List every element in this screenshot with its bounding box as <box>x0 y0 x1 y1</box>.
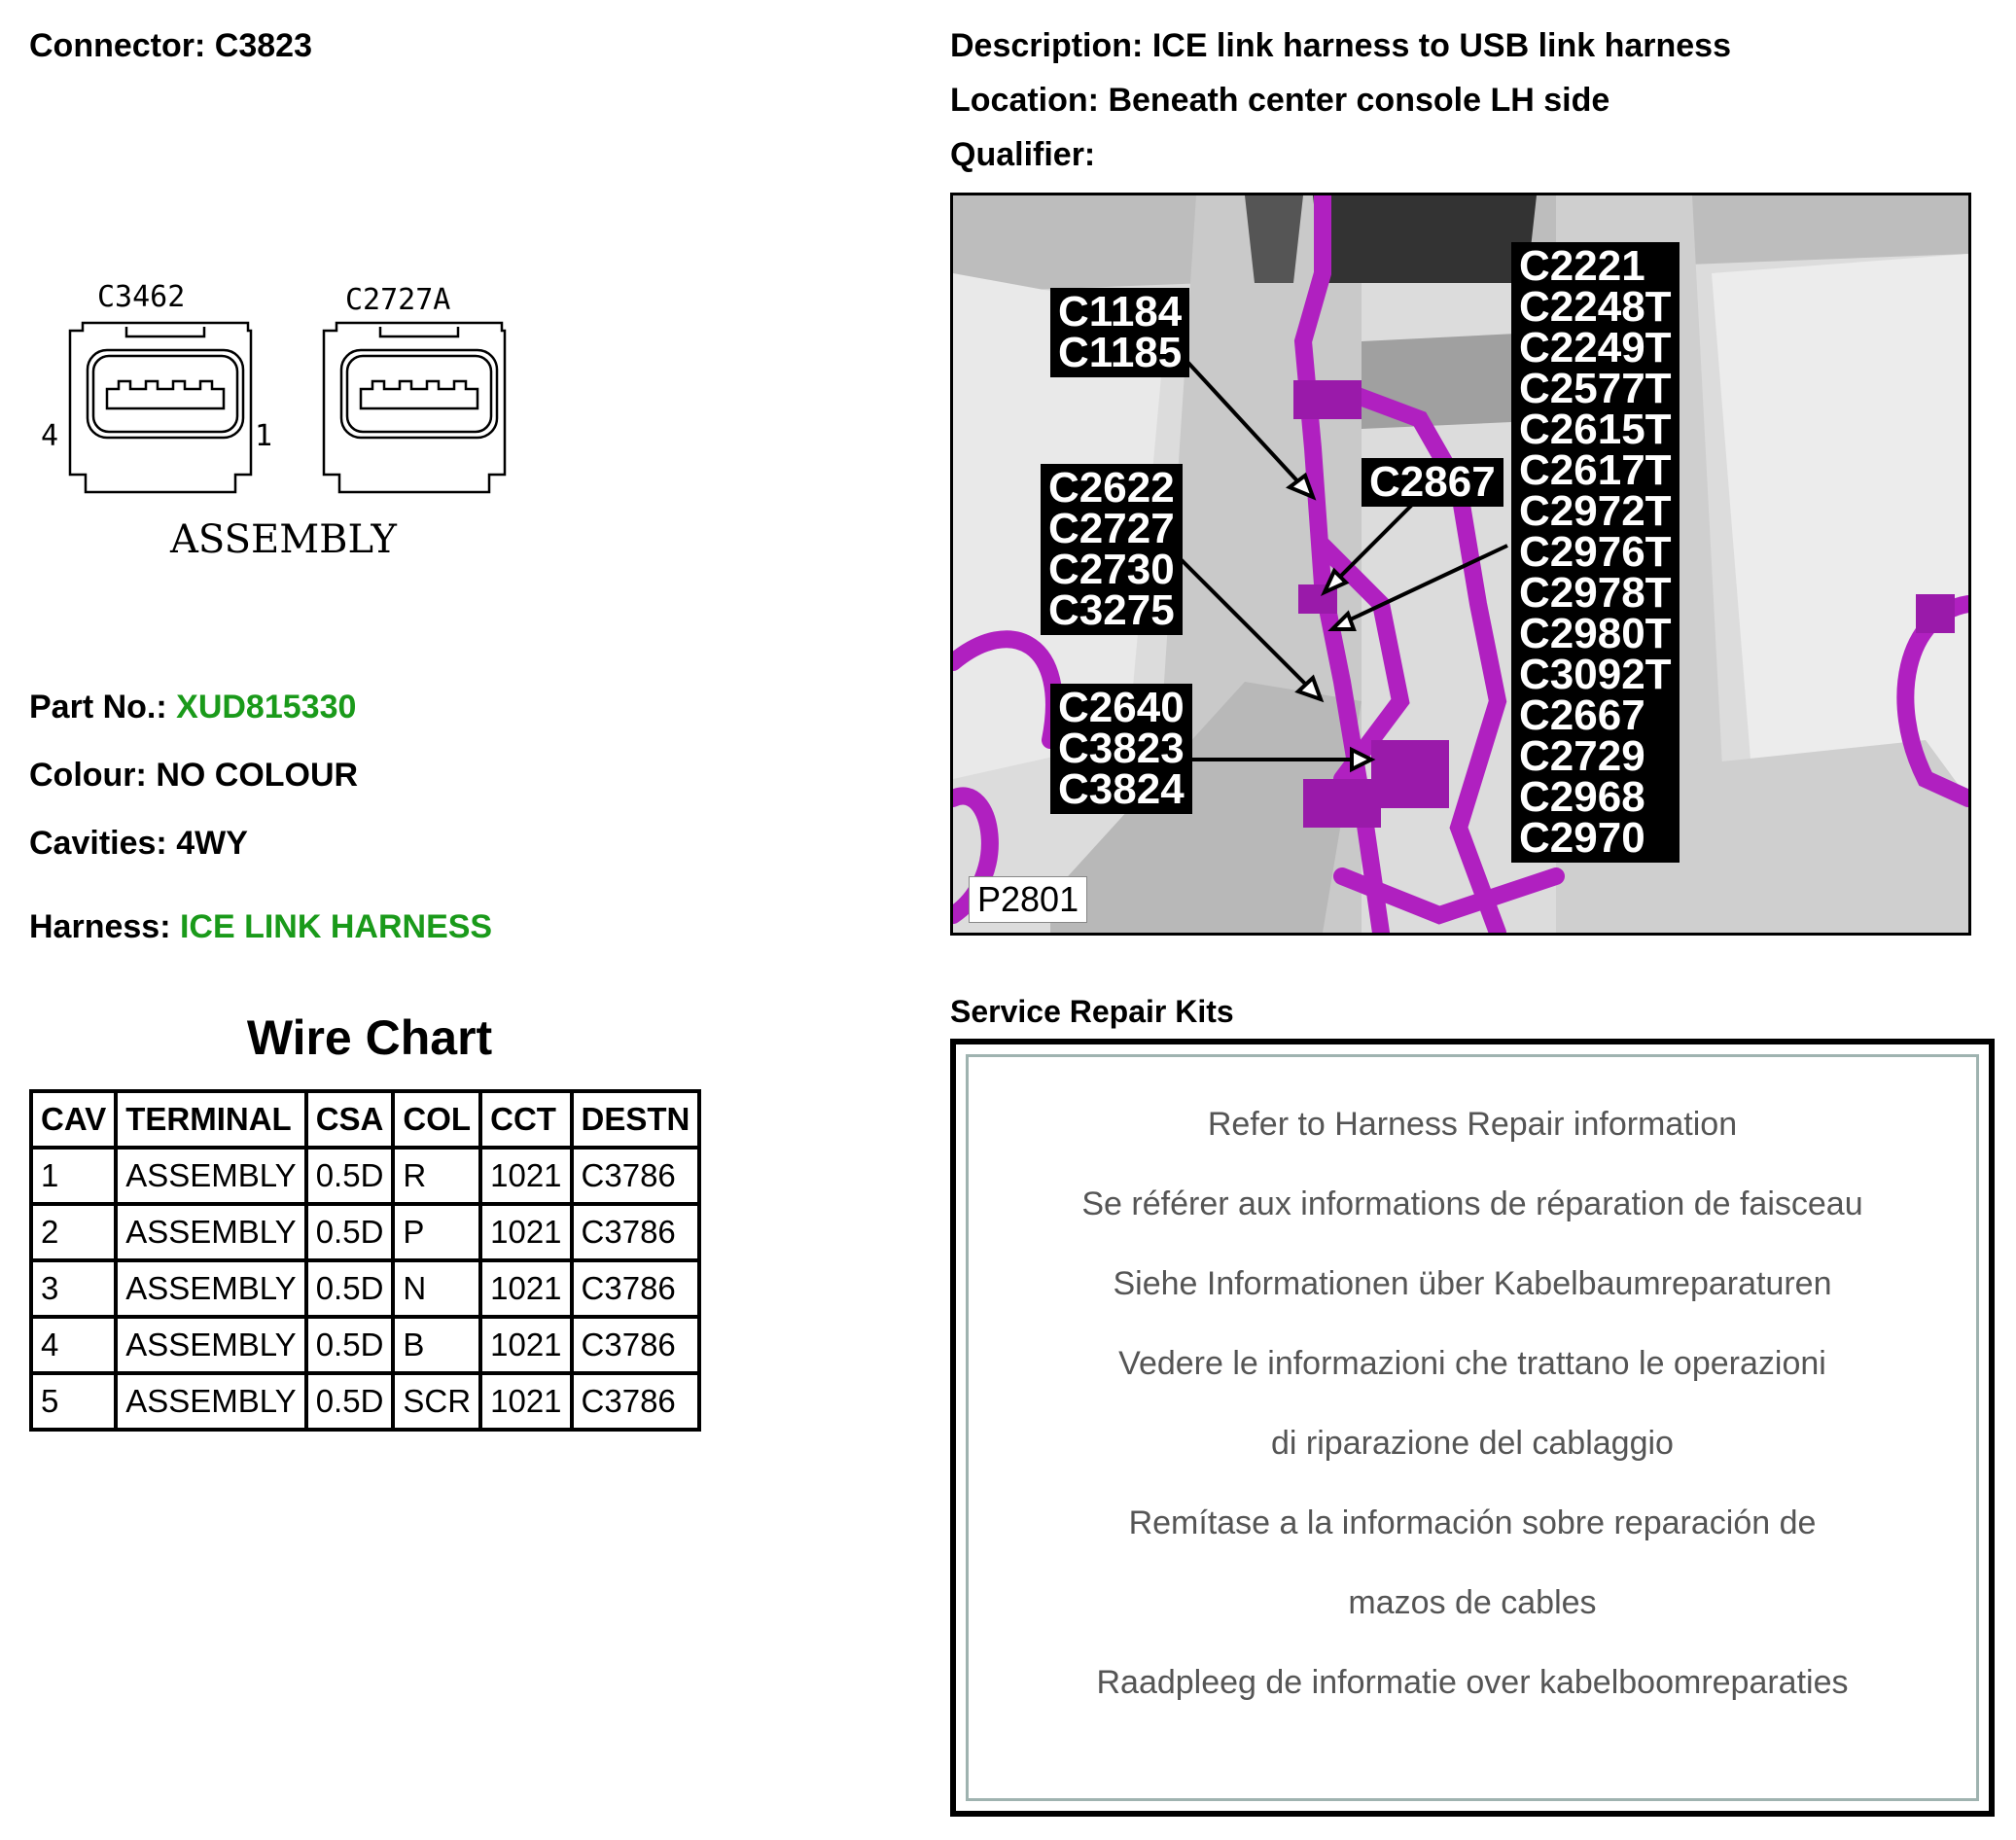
colour-field <box>29 757 358 795</box>
cell-cct: 1021 <box>480 1373 571 1430</box>
cell-cct: 1021 <box>480 1148 571 1204</box>
cell-destn: C3786 <box>572 1317 700 1373</box>
cell-terminal: ASSEMBLY <box>116 1148 305 1204</box>
description-field <box>950 27 1731 65</box>
kit-line: di riparazione del cablaggio <box>1271 1425 1674 1462</box>
kit-line: Refer to Harness Repair information <box>1207 1106 1738 1143</box>
callout-right-list: C2221 C2248T C2249T C2577T C2615T C2617T C2972T C2976T C2978T C2980T C3092T C2667 C2729 C2968 C2970 <box>1511 242 1680 863</box>
service-kits-title: Service Repair Kits <box>950 994 1234 1029</box>
cell-destn: C3786 <box>572 1204 700 1260</box>
harness-field <box>29 908 492 946</box>
callout-c2622: C2622 C2727 C2730 C3275 <box>1041 464 1183 635</box>
pin-4-label: 4 <box>41 419 59 453</box>
part-no-field <box>29 689 356 726</box>
connector-left-shape <box>70 323 251 492</box>
connector-label: Connector: <box>29 27 206 64</box>
location-value: Beneath center console LH side <box>1108 82 1610 119</box>
kit-line: Vedere le informazioni che trattano le operazioni <box>1118 1345 1826 1382</box>
harness-link[interactable]: ICE LINK HARNESS <box>179 908 493 945</box>
col-header-col: COL <box>393 1091 480 1148</box>
part-no-label: Part No.: <box>29 689 167 725</box>
connector-face-diagram <box>29 282 535 574</box>
cell-terminal: ASSEMBLY <box>116 1317 305 1373</box>
cell-cct: 1021 <box>480 1260 571 1317</box>
cell-cav: 4 <box>31 1317 116 1373</box>
colour-label: Colour: <box>29 757 147 794</box>
cavities-field <box>29 825 248 863</box>
kit-line: Remítase a la información sobre reparación de <box>1128 1504 1817 1541</box>
cell-csa: 0.5D <box>306 1204 394 1260</box>
figure-id: P2801 <box>969 876 1087 923</box>
callout-c2640: C2640 C3823 C3824 <box>1050 684 1192 814</box>
pin-1-label: 1 <box>255 419 273 453</box>
cell-terminal: ASSEMBLY <box>116 1260 305 1317</box>
connector-right-name: C2727A <box>345 283 451 317</box>
kit-line: mazos de cables <box>1348 1584 1597 1621</box>
col-header-csa: CSA <box>306 1091 394 1148</box>
cell-destn: C3786 <box>572 1148 700 1204</box>
col-header-destn: DESTN <box>572 1091 700 1148</box>
cell-col: R <box>393 1148 480 1204</box>
cell-destn: C3786 <box>572 1260 700 1317</box>
service-kits-inner <box>966 1054 1979 1801</box>
kit-line: Raadpleeg de informatie over kabelboomreparaties <box>1096 1664 1849 1701</box>
connector-value: C3823 <box>214 27 312 64</box>
cell-cct: 1021 <box>480 1317 571 1373</box>
cell-cav: 5 <box>31 1373 116 1430</box>
cavities-label: Cavities: <box>29 825 167 862</box>
cell-terminal: ASSEMBLY <box>116 1373 305 1430</box>
location-field <box>950 82 1609 120</box>
qualifier-label: Qualifier: <box>950 136 1096 173</box>
cell-col: P <box>393 1204 480 1260</box>
location-label: Location: <box>950 82 1099 119</box>
cell-col: N <box>393 1260 480 1317</box>
cell-cav: 3 <box>31 1260 116 1317</box>
connector-left-name: C3462 <box>97 282 186 314</box>
col-header-cav: CAV <box>31 1091 116 1148</box>
cavities-value: 4WY <box>176 825 248 862</box>
table-row <box>31 1317 699 1373</box>
cell-terminal: ASSEMBLY <box>116 1204 305 1260</box>
cell-cav: 1 <box>31 1148 116 1204</box>
cell-col: SCR <box>393 1373 480 1430</box>
connector-right-shape <box>324 323 505 492</box>
description-value: ICE link harness to USB link harness <box>1151 27 1731 64</box>
table-row <box>31 1373 699 1430</box>
callout-c2867: C2867 <box>1362 458 1503 507</box>
cell-destn: C3786 <box>572 1373 700 1430</box>
diagram-caption: ASSEMBLY <box>170 517 397 562</box>
col-header-terminal: TERMINAL <box>116 1091 305 1148</box>
part-no-link[interactable]: XUD815330 <box>176 689 357 725</box>
colour-value: NO COLOUR <box>156 757 359 794</box>
description-label: Description: <box>950 27 1144 64</box>
table-row <box>31 1148 699 1204</box>
kit-line: Se référer aux informations de réparation de faisceau <box>1081 1185 1863 1222</box>
callout-c1184: C1184 C1185 <box>1050 288 1189 377</box>
cell-col: B <box>393 1317 480 1373</box>
cell-cct: 1021 <box>480 1204 571 1260</box>
table-row <box>31 1260 699 1317</box>
cell-cav: 2 <box>31 1204 116 1260</box>
kit-line: Siehe Informationen über Kabelbaumreparaturen <box>1113 1265 1832 1302</box>
location-photo <box>950 193 1971 936</box>
wire-chart-table <box>29 1089 701 1432</box>
cell-csa: 0.5D <box>306 1317 394 1373</box>
wire-chart-title: Wire Chart <box>246 1010 493 1065</box>
cell-csa: 0.5D <box>306 1373 394 1430</box>
connector-field <box>29 27 312 65</box>
cell-csa: 0.5D <box>306 1260 394 1317</box>
col-header-cct: CCT <box>480 1091 571 1148</box>
qualifier-field <box>950 136 1095 174</box>
cell-csa: 0.5D <box>306 1148 394 1204</box>
service-kits-box <box>950 1039 1995 1817</box>
harness-label: Harness: <box>29 908 171 945</box>
wire-chart-header-row <box>31 1091 699 1148</box>
table-row <box>31 1204 699 1260</box>
